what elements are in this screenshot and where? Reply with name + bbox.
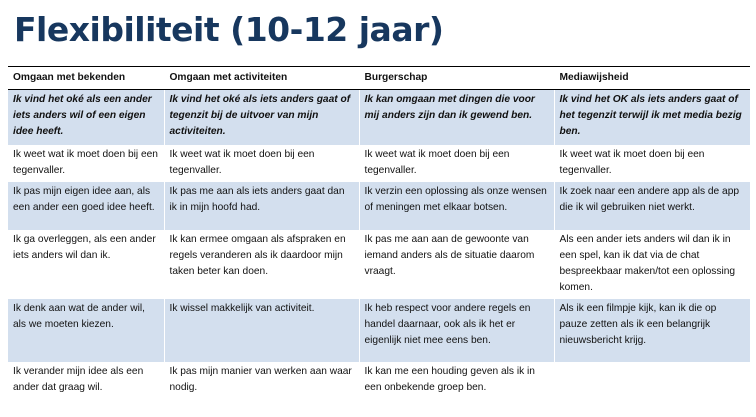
table-cell: Ik weet wat ik moet doen bij een tegenvaller. (554, 145, 750, 182)
table-cell: Ik kan me een houding geven als ik in een onbekende groep ben. (359, 362, 554, 414)
table-cell: Ik denk aan wat de ander wil, als we moeten kiezen. (8, 299, 164, 362)
table-row (8, 145, 750, 182)
competency-table (8, 66, 750, 414)
table-cell: Ik weet wat ik moet doen bij een tegenvaller. (164, 145, 359, 182)
column-header: Burgerschap (359, 67, 554, 90)
column-header: Omgaan met bekenden (8, 67, 164, 90)
table-row (8, 182, 750, 230)
page-title: Flexibiliteit (10-12 jaar) (14, 10, 444, 49)
table-cell: Ik kan omgaan met dingen die voor mij anders zijn dan ik gewend ben. (359, 90, 554, 145)
table-cell: Ik heb respect voor andere regels en handel daarnaar, ook als ik het er eigenlijk niet mee eens ben. (359, 299, 554, 362)
table-cell: Ik zoek naar een andere app als de app die ik wil gebruiken niet werkt. (554, 182, 750, 230)
table-cell: Ik vind het oké als een ander iets anders wil of een eigen idee heeft. (8, 90, 164, 145)
table-cell: Ik kan ermee omgaan als afspraken en regels veranderen als ik daardoor mijn taken beter kan doen. (164, 230, 359, 299)
table-cell: Ik wissel makkelijk van activiteit. (164, 299, 359, 362)
table-cell: Ik pas me aan aan de gewoonte van iemand anders als de situatie daarom vraagt. (359, 230, 554, 299)
table-cell: Ik ga overleggen, als een ander iets anders wil dan ik. (8, 230, 164, 299)
table-cell: Ik verzin een oplossing als onze wensen of meningen met elkaar botsen. (359, 182, 554, 230)
table-cell: Ik vind het OK als iets anders gaat of het tegenzit terwijl ik met media bezig ben. (554, 90, 750, 145)
table-row (8, 299, 750, 362)
table-header-row (8, 67, 750, 90)
table-cell: Ik weet wat ik moet doen bij een tegenvaller. (359, 145, 554, 182)
table-cell: Als ik een filmpje kijk, kan ik die op pauze zetten als ik een belangrijk nieuwsbericht krijg. (554, 299, 750, 362)
table-cell: Ik pas me aan als iets anders gaat dan ik in mijn hoofd had. (164, 182, 359, 230)
table-cell: Ik weet wat ik moet doen bij een tegenvaller. (8, 145, 164, 182)
table-row (8, 90, 750, 145)
table-cell: Ik pas mijn eigen idee aan, als een ander een goed idee heeft. (8, 182, 164, 230)
table-cell: Ik vind het oké als iets anders gaat of tegenzit bij de uitvoer van mijn activiteiten. (164, 90, 359, 145)
table-cell: Ik verander mijn idee als een ander dat graag wil. (8, 362, 164, 414)
column-header: Omgaan met activiteiten (164, 67, 359, 90)
table-row (8, 362, 750, 414)
table-cell: Als een ander iets anders wil dan ik in een spel, kan ik dat via de chat bespreekbaar maken/tot een oplossing komen. (554, 230, 750, 299)
table-row (8, 230, 750, 299)
column-header: Mediawijsheid (554, 67, 750, 90)
table-cell: Ik pas mijn manier van werken aan waar nodig. (164, 362, 359, 414)
table-cell (554, 362, 750, 414)
